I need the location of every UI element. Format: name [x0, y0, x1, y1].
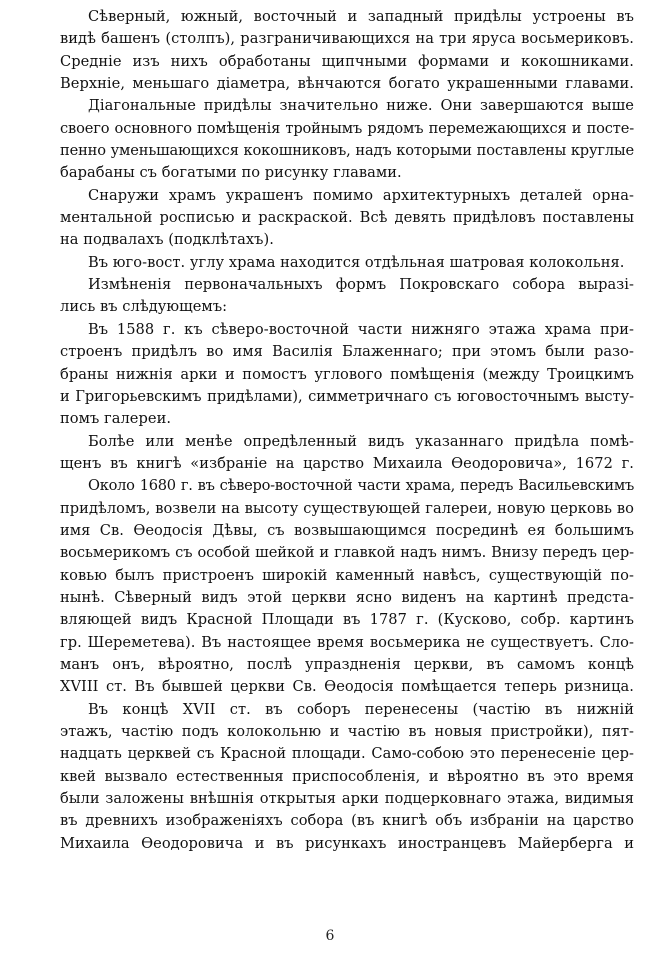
text-line: помъ галереи.: [60, 410, 172, 428]
text-line: Въ юго-вост. углу храма находится отдѣльная шатровая колокольня.: [88, 253, 625, 271]
text-line: манъ онъ, вѣроятно, послѣ упраздненія церкви, въ самомъ концѣ: [60, 655, 634, 673]
text-line: лись въ слѣдующемъ:: [60, 298, 228, 316]
text-line: Измѣненія первоначальныхъ формъ Покровскаго собора выразі-: [88, 276, 634, 294]
text-line: на подвалахъ (подклѣтахъ).: [60, 231, 274, 249]
text-line: нынѣ. Сѣверный видъ этой церкви ясно виденъ на картинѣ предста-: [60, 588, 634, 606]
text-line: Снаружи храмъ украшенъ помимо архитектурныхъ деталей орна-: [88, 186, 634, 204]
text-line: своего основного помѣщенія тройнымъ рядомъ перемежающихся и посте-: [60, 119, 634, 137]
text-line: барабаны съ богатыми по рисунку главами.: [60, 164, 402, 182]
text-line: Около 1680 г. въ сѣверо-восточной части храма, передъ Васильевскимъ: [88, 477, 634, 495]
text-line: Сѣверный, южный, восточный и западный придѣлы устроены въ: [88, 8, 634, 25]
text-line: придѣломъ, возвели на высоту существующей галереи, новую церковь во: [60, 499, 634, 517]
text-line: ментальной росписью и раскраской. Всѣ девять придѣловъ поставлены: [60, 209, 634, 227]
text-line: браны нижнія арки и помостъ углового помѣщенія (между Троицкимъ: [60, 365, 634, 383]
text-line: XVIII ст. Въ бывшей церкви Св. Ѳеодосія помѣщается теперь ризница.: [60, 678, 634, 696]
text-line: Верхніе, меньшаго діаметра, вѣнчаются богато украшенными главами.: [60, 75, 634, 93]
text-line: имя Св. Ѳеодосія Дѣвы, съ возвышающимся посрединѣ ея большимъ: [60, 521, 634, 539]
text-line: видѣ башенъ (столпъ), разграничивающихся на три яруса восьмериковъ.: [60, 30, 634, 48]
text-line: пенно уменьшающихся кокошниковъ, надъ которыми поставлены круглые: [60, 142, 634, 160]
text-line: Средніе изъ нихъ обработаны щипчными формами и кокошниками.: [60, 52, 634, 70]
text-line: восьмерикомъ съ особой шейкой и главкой надъ нимъ. Внизу передъ цер-: [60, 544, 634, 562]
text-line: Михаила Ѳеодоровича и въ рисункахъ иностранцевъ Майерберга и: [60, 834, 634, 852]
text-line: Въ концѣ XVII ст. въ соборъ перенесены (частію въ нижній: [88, 700, 634, 718]
body-text: [60, 6, 634, 855]
text-line: этажъ, частію подъ колокольню и частію въ новыя пристройки), пят-: [60, 723, 634, 740]
text-line: ковью былъ пристроенъ широкій каменный навѣсъ, существующій по-: [60, 566, 634, 584]
page-number: 6: [325, 928, 335, 944]
text-line: строенъ придѣлъ во имя Василія Блаженнаго; при этомъ были разо-: [60, 343, 634, 361]
text-line: были заложены внѣшнія открытыя арки подцерковнаго этажа, видимыя: [60, 790, 634, 808]
text-line: надцать церквей съ Красной площади. Само-собою это перенесеніе цер-: [60, 745, 634, 763]
text-line: и Григорьевскимъ придѣлами), симметричнаго съ юговосточнымъ высту-: [60, 387, 634, 405]
text-line: гр. Шереметева). Въ настоящее время восьмерика не существуетъ. Сло-: [60, 633, 634, 651]
text-line: въ древнихъ изображеніяхъ собора (въ книгѣ объ избраніи на царство: [60, 812, 634, 830]
text-line: Болѣе или менѣе опредѣленный видъ указаннаго придѣла помѣ-: [88, 432, 634, 450]
text-line: вляющей видъ Красной Площади въ 1787 г. (Кусково, собр. картинъ: [60, 611, 634, 629]
text-line: квей вызвало естественныя приспособленія, и вѣроятно въ это время: [60, 767, 634, 785]
text-line: Въ 1588 г. къ сѣверо-восточной части нижняго этажа храма при-: [88, 320, 634, 338]
text-line: щенъ въ книгѣ «избраніе на царство Михаила Ѳеодоровича», 1672 г.: [60, 454, 634, 472]
text-line: Діагональные придѣлы значительно ниже. Они завершаются выше: [88, 97, 634, 115]
